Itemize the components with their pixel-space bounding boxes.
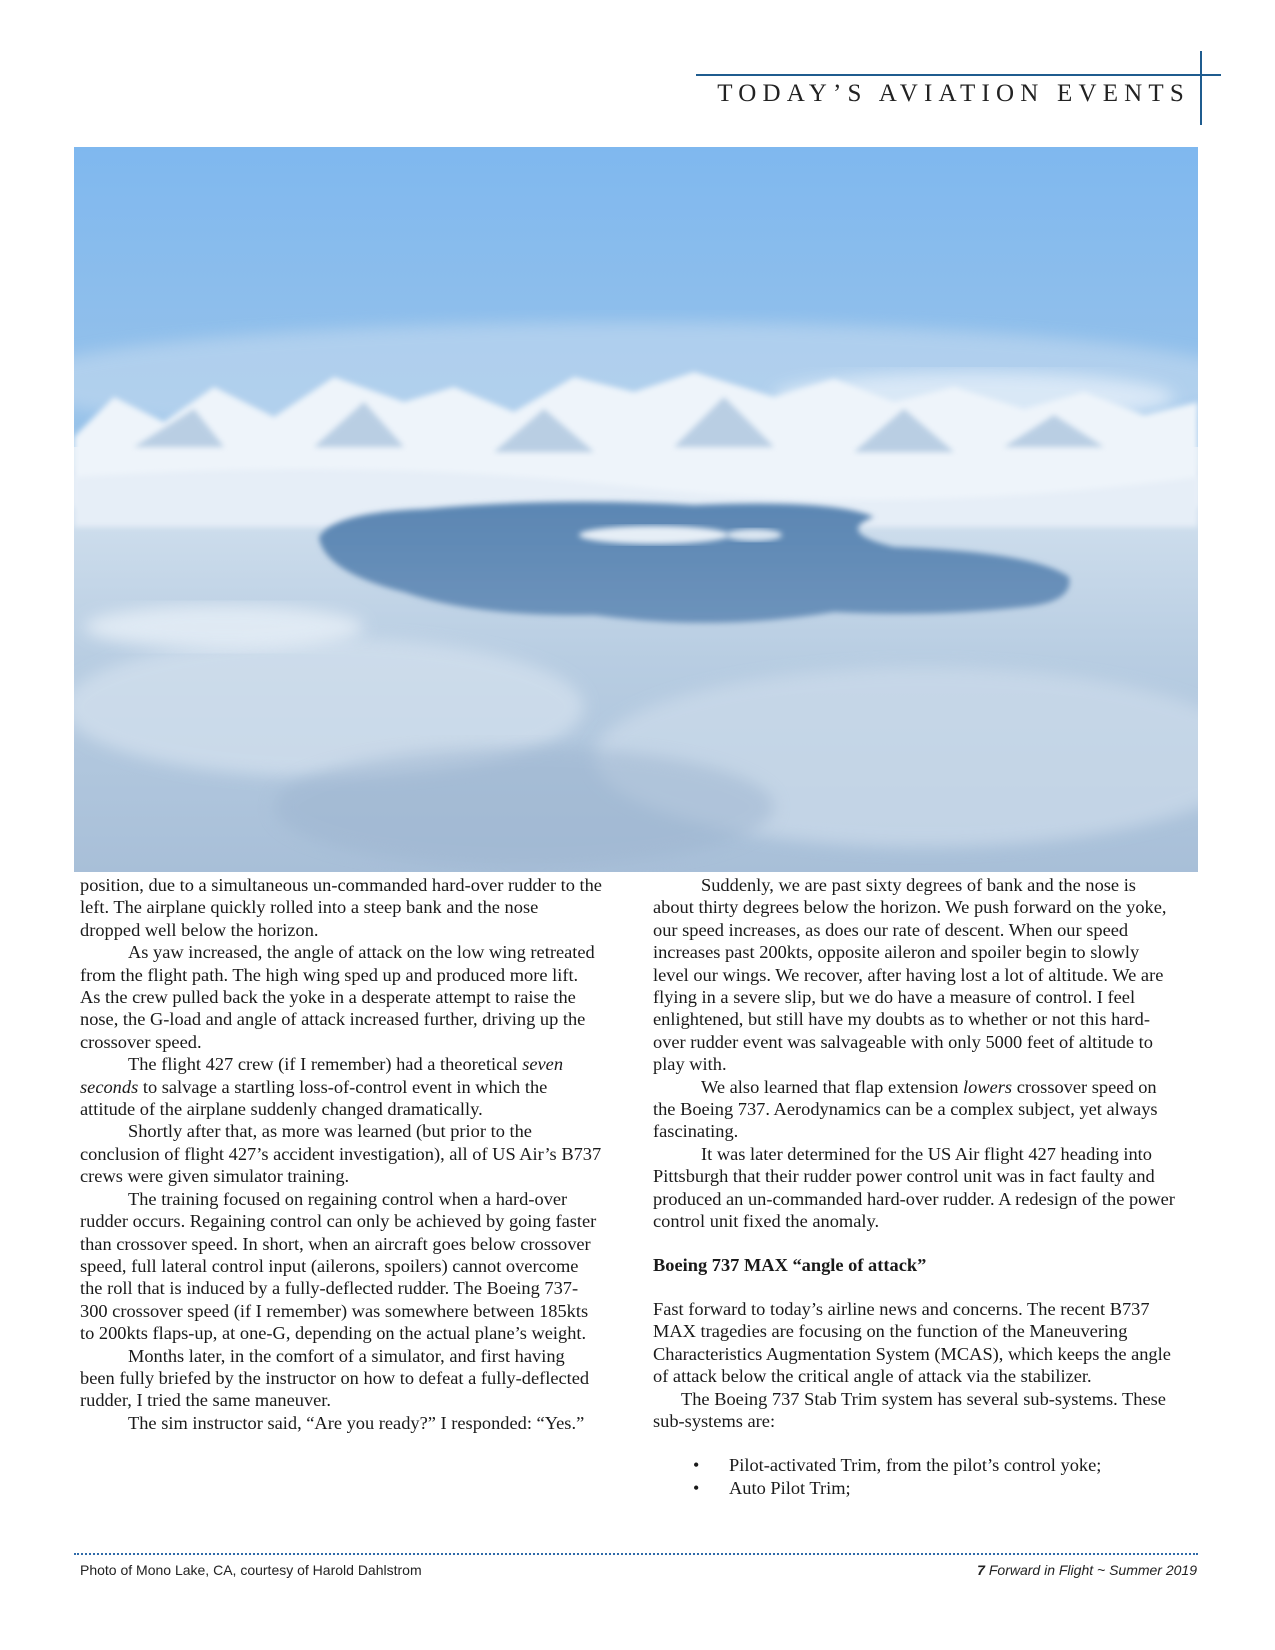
bullet-item: • Auto Pilot Trim; [653,1477,1175,1499]
paragraph-text: to salvage a startling loss-of-control event in which the attitude of the airplane suddenly changed dramatically. [80,1076,548,1120]
page-number: 7 [977,1562,985,1578]
paragraph [653,1076,1175,1143]
paragraph: As yaw increased, the angle of attack on the low wing retreated from the flight path. The high wing sped up and produced more lift. As the crew pulled back the yoke in a desperate attempt to raise the nose, the G-load and angle of attack increased further, driving up the crossover speed. [80,942,595,1052]
paragraph: It was later determined for the US Air flight 427 heading into Pittsburgh that their rudder power control unit was in fact faulty and produced an un-commanded hard-over rudder. A redesign of the power control unit fixed the anomaly. [653,1143,1175,1232]
page-footer [977,1562,1197,1578]
paragraph [80,1053,602,1120]
emphasis-text: lowers [963,1076,1013,1097]
paragraph: Fast forward to today’s airline news and concerns. The recent B737 MAX tragedies are focusing on the function of the Maneuvering Characteristics Augmentation System (MCAS), which keeps the angle of attack below the critical angle of attack via the stabilizer. [653,1298,1171,1387]
paragraph: The sim instructor said, “Are you ready?” I responded: “Yes.” [128,1412,585,1433]
paragraph-text: crossover speed on the Boeing 737. Aerodynamics can be a complex subject, yet always fascinating. [653,1076,1158,1142]
bullet-list [653,1454,1175,1499]
mono-lake-photo [74,147,1198,872]
paragraph: Shortly after that, as more was learned (but prior to the conclusion of flight 427’s accident investigation), all of US Air’s B737 crews were given simulator training. [80,1121,602,1187]
photo-caption: Photo of Mono Lake, CA, courtesy of Harold Dahlstrom [80,1562,422,1578]
section-subheading: Boeing 737 MAX “angle of attack” [653,1254,927,1275]
paragraph: Months later, in the comfort of a simulator, and first having been fully briefed by the instructor on how to defeat a fully-deflected rudder, I tried the same maneuver. [80,1345,590,1411]
landscape-image [74,147,1198,872]
emphasis-text: seven seconds [80,1054,564,1097]
paragraph-text: The flight 427 crew (if I remember) had a theoretical [128,1054,523,1075]
paragraph: position, due to a simultaneous un-commanded hard-over rudder to the left. The airplane quickly rolled into a steep bank and the nose dropped well below the horizon. [80,875,602,940]
footer-dotted-rule [74,1553,1198,1555]
publication-name: Forward in Flight ~ Summer 2019 [984,1562,1197,1578]
article-right-column [653,874,1175,1499]
paragraph-text: We also learned that flap extension [701,1076,964,1097]
header-rule [696,74,1221,76]
section-title: TODAY’S AVIATION EVENTS [717,80,1190,107]
article-left-column [80,874,602,1434]
header-vertical-rule [1200,51,1202,125]
paragraph: The training focused on regaining control when a hard-over rudder occurs. Regaining control can only be achieved by going faster than crossover speed. In short, when an aircraft goes below crossover speed, full lateral control input (ailerons, spoilers) cannot overcome the roll that is induced by a fully-deflected rudder. The Boeing 737-300 crossover speed (if I remember) was somewhere between 185kts to 200kts flaps-up, at one-G, depending on the actual plane’s weight. [80,1188,597,1344]
paragraph: The Boeing 737 Stab Trim system has several sub-systems. These sub-systems are: [653,1388,1166,1431]
bullet-item: • Pilot-activated Trim, from the pilot’s control yoke; [653,1454,1175,1476]
paragraph: Suddenly, we are past sixty degrees of bank and the nose is about thirty degrees below the horizon. We push forward on the yoke, our speed increases, as does our rate of descent. When our speed increases past 200kts, opposite aileron and spoiler begin to slowly level our wings. We recover, after having lost a lot of altitude. We are flying in a severe slip, but we do have a measure of control. I feel enlightened, but still have my doubts as to whether or not this hard-over rudder event was salvageable with only 5000 feet of altitude to play with. [653,875,1167,1075]
